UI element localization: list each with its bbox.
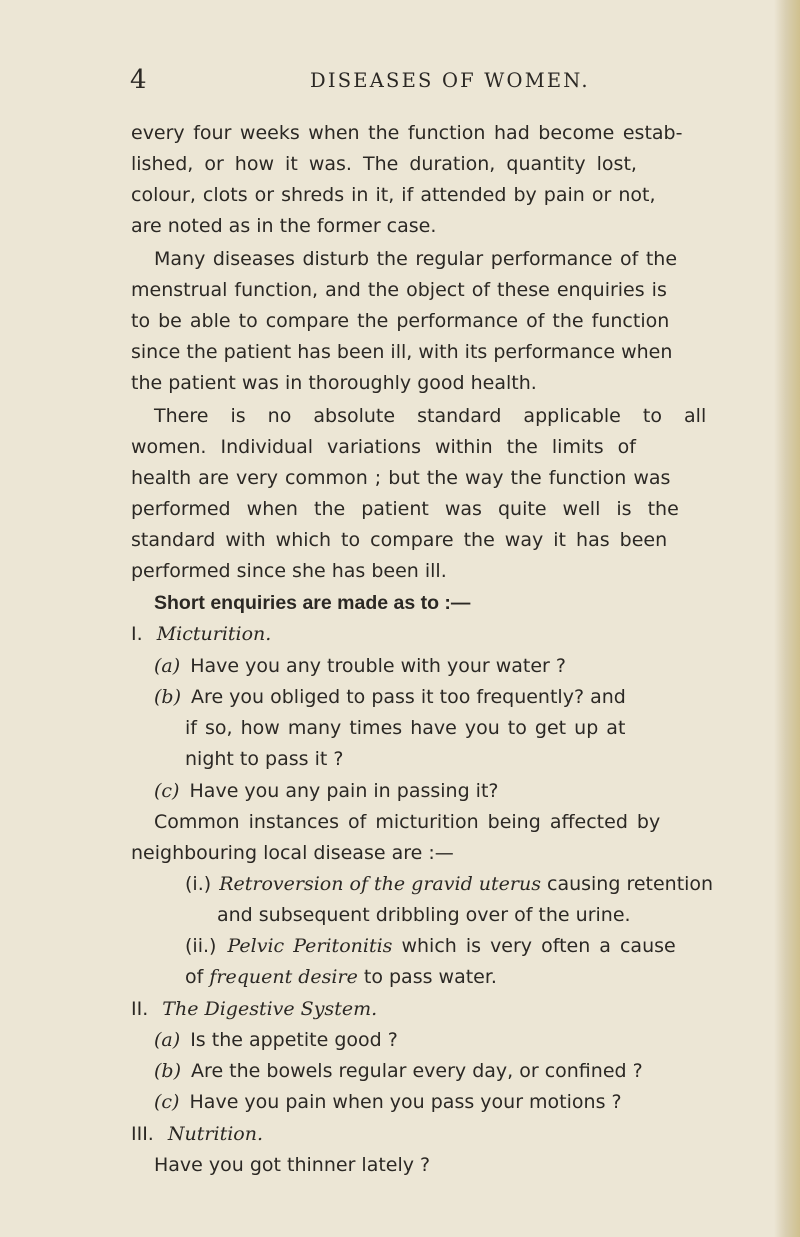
instance-item	[185, 871, 713, 897]
instance-item	[185, 933, 676, 959]
text-line: every four weeks when the function had become estab-	[131, 122, 683, 144]
item-text: Are the bowels regular every day, or confined ?	[191, 1060, 643, 1082]
item-label: (ii.)	[185, 935, 217, 957]
item-emphasis: Retroversion of the gravid uterus	[219, 873, 541, 895]
item-text: of	[185, 966, 210, 988]
text-line: lished, or how it was. The duration, quantity lost,	[131, 153, 637, 175]
text-line: colour, clots or shreds in it, if attended by pain or not,	[131, 184, 656, 206]
running-title: DISEASES OF WOMEN.	[310, 69, 590, 92]
item-text: Are you obliged to pass it too frequently? and	[191, 686, 626, 708]
text-line: Common instances of micturition being affected by	[154, 811, 661, 833]
text-line: since the patient has been ill, with its performance when	[131, 341, 673, 363]
item-label: (a)	[154, 655, 181, 677]
item-label: (b)	[154, 686, 181, 708]
item-continuation	[185, 964, 497, 990]
text-line: standard with which to compare the way it has been	[131, 529, 668, 551]
question-item	[154, 684, 626, 710]
item-continuation: night to pass it ?	[185, 748, 344, 770]
section-title: Nutrition.	[167, 1123, 263, 1145]
section-numeral: II.	[131, 998, 149, 1020]
item-continuation: and subsequent dribbling over of the urine.	[217, 904, 631, 926]
section-heading	[131, 621, 271, 647]
item-label: (c)	[154, 1091, 180, 1113]
item-text: Have you any pain in passing it?	[189, 780, 499, 802]
text-line: to be able to compare the performance of the function	[131, 310, 670, 332]
page-edge-shadow	[774, 0, 800, 1237]
question-item	[154, 1089, 622, 1115]
item-text: causing retention	[540, 873, 714, 895]
item-emphasis: Pelvic Peritonitis	[227, 935, 393, 957]
question-item	[154, 653, 566, 679]
text-line: Many diseases disturb the regular performance of the	[154, 248, 678, 270]
text-line: performed since she has been ill.	[131, 560, 447, 582]
item-text: Have you pain when you pass your motions ?	[189, 1091, 622, 1113]
item-continuation: if so, how many times have you to get up at	[185, 717, 626, 739]
page-header	[130, 62, 750, 102]
item-label: (c)	[154, 780, 180, 802]
short-enquiries-heading: Short enquiries are made as to :—	[154, 592, 471, 614]
item-text: which is very often a cause	[392, 935, 676, 957]
item-emphasis: frequent desire	[209, 966, 358, 988]
item-label: (a)	[154, 1029, 181, 1051]
question-item: Have you got thinner lately ?	[154, 1154, 431, 1176]
text-line: health are very common ; but the way the function was	[131, 467, 671, 489]
item-text: to pass water.	[357, 966, 497, 988]
text-line: There is no absolute standard applicable to all	[154, 405, 707, 427]
section-numeral: III.	[131, 1123, 154, 1145]
question-item	[154, 778, 499, 804]
question-item	[154, 1058, 643, 1084]
section-numeral: I.	[131, 623, 143, 645]
section-title: Micturition.	[156, 623, 272, 645]
text-line: performed when the patient was quite well is the	[131, 498, 679, 520]
page-number: 4	[130, 65, 147, 95]
text-line: are noted as in the former case.	[131, 215, 437, 237]
text-line: women. Individual variations within the limits of	[131, 436, 636, 458]
item-text: Have you any trouble with your water ?	[190, 655, 566, 677]
question-item	[154, 1027, 398, 1053]
section-heading	[131, 1121, 263, 1147]
text-line: menstrual function, and the object of these enquiries is	[131, 279, 667, 301]
item-label: (b)	[154, 1060, 181, 1082]
section-heading	[131, 996, 377, 1022]
item-label: (i.)	[185, 873, 212, 895]
item-text: Is the appetite good ?	[190, 1029, 398, 1051]
text-line: neighbouring local disease are :—	[131, 842, 454, 864]
section-title: The Digestive System.	[162, 998, 378, 1020]
text-line: the patient was in thoroughly good health.	[131, 372, 537, 394]
